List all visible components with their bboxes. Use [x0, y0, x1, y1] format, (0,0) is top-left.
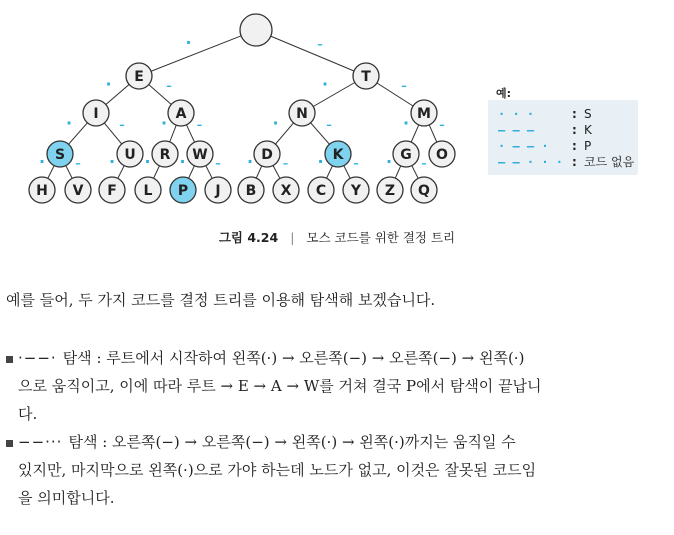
bullet-term: 탐색 — [62, 349, 92, 367]
tree-edge — [256, 30, 366, 76]
node-label: N — [296, 106, 308, 122]
tree-node-j — [205, 177, 231, 203]
dash-mark: – — [317, 38, 323, 51]
bullet-term: 탐색 — [68, 433, 98, 451]
dot-mark: · — [144, 152, 151, 171]
figure-caption — [0, 228, 674, 246]
dot-mark: · — [317, 152, 324, 171]
tree-node-b — [238, 177, 264, 203]
tree-node-h — [29, 177, 55, 203]
node-label: U — [124, 147, 136, 163]
tree-node-c — [308, 177, 334, 203]
tree-node-f — [99, 177, 125, 203]
node-label: Z — [384, 183, 396, 199]
tree-node-s — [47, 141, 73, 167]
bullet-marker — [6, 356, 13, 363]
dot-mark: · — [160, 113, 168, 133]
dot-mark: · — [185, 33, 192, 52]
caption-text: 모스 코드를 위한 결정 트리 — [306, 230, 456, 245]
node-label: T — [361, 69, 371, 85]
node-label: B — [245, 183, 257, 199]
tree-root-node — [240, 14, 272, 46]
legend-title: 예: — [496, 87, 512, 100]
dash-mark: – — [119, 118, 125, 132]
tree-node-i — [83, 100, 109, 126]
tree-node-m — [411, 100, 437, 126]
dash-mark: – — [353, 157, 359, 170]
tree-node-d — [254, 141, 280, 167]
tree-node-e — [126, 63, 152, 89]
bullet-text: : 루트에서 시작하여 왼쪽(·) → 오른쪽(−) → 오른쪽(−) → 왼쪽(·) — [91, 349, 525, 367]
node-label: I — [93, 106, 99, 122]
caption-separator: | — [290, 230, 295, 245]
legend-colon: : — [572, 107, 577, 121]
tree-node-y — [343, 177, 369, 203]
node-label: P — [177, 183, 189, 199]
node-label: F — [107, 183, 117, 199]
dash-mark: – — [401, 79, 407, 93]
bullet-continuation: 을 의미합니다. — [18, 489, 115, 507]
legend-label: 코드 없음 — [584, 155, 635, 169]
tree-edge — [139, 30, 256, 76]
dot-mark: · — [105, 74, 112, 94]
bullet-item — [6, 344, 664, 428]
dot-mark: · — [385, 152, 393, 171]
tree-node-z — [377, 177, 403, 203]
tree-node-n — [289, 100, 315, 126]
dash-mark: – — [282, 157, 289, 170]
dash-mark: – — [326, 118, 332, 132]
node-label: S — [54, 147, 66, 163]
node-label: D — [261, 147, 273, 163]
dot-mark: · — [272, 113, 279, 133]
bullet-text: : 오른쪽(−) → 오른쪽(−) → 왼쪽(·) → 왼쪽(·)까지는 움직일 수 — [97, 433, 516, 451]
node-label: C — [315, 183, 327, 199]
bullet-marker — [6, 440, 13, 447]
dash-mark: – — [215, 157, 221, 170]
tree-node-x — [273, 177, 299, 203]
dash-mark: – — [196, 118, 203, 132]
node-label: J — [215, 183, 221, 199]
tree-node-t — [353, 63, 379, 89]
node-label: X — [280, 183, 292, 199]
dash-mark: – — [439, 118, 445, 132]
bullet-continuation: 으로 움직이고, 이에 따라 루트 → E → A → W를 거쳐 결국 P에서 탐색이 끝납니 — [18, 377, 542, 395]
tree-node-l — [135, 177, 161, 203]
tree-node-p — [170, 177, 196, 203]
caption-label: 그림 4.24 — [218, 230, 279, 245]
node-label: W — [192, 147, 208, 163]
node-label: V — [72, 183, 84, 199]
legend-colon: : — [572, 139, 577, 153]
dot-mark: · — [38, 152, 46, 171]
dot-mark: · — [179, 152, 186, 171]
node-label: G — [400, 147, 412, 163]
node-label: K — [332, 147, 344, 163]
intro-paragraph: 예를 들어, 두 가지 코드를 결정 트리를 이용해 탐색해 보겠습니다. — [6, 291, 436, 309]
dot-mark: · — [402, 113, 410, 133]
tree-node-q — [411, 177, 437, 203]
node-label: R — [159, 147, 171, 163]
tree-node-g — [393, 141, 419, 167]
node-label: O — [436, 147, 448, 163]
legend-code: – – – — [498, 123, 535, 137]
tree-node-k — [325, 141, 351, 167]
dash-mark: – — [166, 79, 172, 93]
node-label: H — [36, 183, 48, 199]
legend-code: · – – · — [498, 139, 549, 153]
node-label: Q — [418, 183, 430, 199]
legend-code: · · · — [498, 107, 535, 121]
legend-code: – – · · · — [498, 155, 564, 169]
tree-node-r — [152, 141, 178, 167]
tree-node-v — [65, 177, 91, 203]
morse-code: ·−−· — [18, 349, 57, 367]
legend-colon: : — [572, 155, 577, 169]
node-label: E — [134, 69, 144, 85]
node-label: A — [175, 106, 187, 122]
dot-mark: · — [321, 74, 329, 94]
dot-mark: · — [108, 152, 116, 171]
tree-node-a — [168, 100, 194, 126]
dash-mark: – — [421, 157, 427, 170]
bullet-item — [6, 428, 664, 512]
tree-node-u — [117, 141, 143, 167]
tree-node-w — [187, 141, 213, 167]
legend-label: K — [584, 123, 592, 137]
legend — [488, 86, 638, 175]
node-label: L — [143, 183, 153, 199]
tree-node-o — [429, 141, 455, 167]
bullet-continuation: 다. — [18, 405, 38, 423]
dash-mark: – — [75, 157, 81, 170]
morse-decision-tree — [0, 0, 674, 225]
node-label: M — [417, 106, 431, 122]
node-circle — [240, 14, 272, 46]
dot-mark: · — [246, 152, 254, 171]
morse-code: −−··· — [18, 433, 63, 451]
node-label: Y — [350, 183, 362, 199]
legend-label: P — [584, 139, 592, 153]
legend-label: S — [584, 107, 592, 121]
bullet-continuation: 있지만, 마지막으로 왼쪽(·)으로 가야 하는데 노드가 없고, 이것은 잘못된 코드임 — [18, 461, 537, 479]
legend-colon: : — [572, 123, 577, 137]
dot-mark: · — [65, 113, 73, 133]
